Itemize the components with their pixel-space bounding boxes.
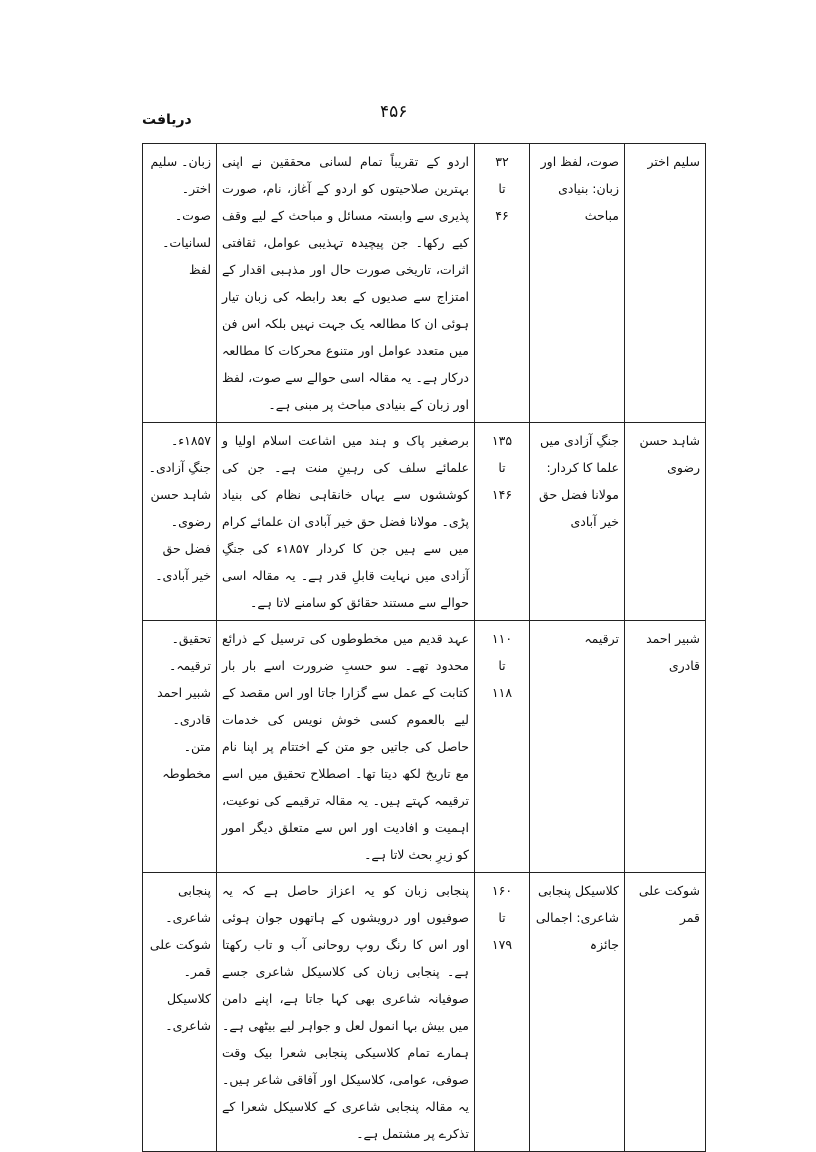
table-row (143, 423, 706, 621)
keywords-cell: تحقیق۔ ترقیمہ۔ شبیر احمد قادری۔ متن۔ مخطوطہ (143, 621, 217, 873)
pages-cell (475, 873, 530, 1152)
table-row (143, 873, 706, 1152)
page-to: ۱۴۶ (491, 487, 513, 502)
table-row (143, 621, 706, 873)
index-table (142, 143, 706, 1152)
journal-name: دریافت (142, 112, 192, 128)
page-to: ۱۷۹ (491, 937, 513, 952)
keywords-cell: ۱۸۵۷ء۔ جنگِ آزادی۔ شاہد حسن رضوی۔ فضل حق خیر آبادی۔ (143, 423, 217, 621)
page-to: ۱۱۸ (491, 685, 513, 700)
summary-cell: پنجابی زبان کو یہ اعزاز حاصل ہے کہ یہ صوفیوں اور درویشوں کے ہاتھوں جوان ہوئی اور اس کا رنگ روپ روحانی آب و تاب رکھتا ہے۔ پنجابی زبان کی کلاسیکل شاعری جسے صوفیانہ شاعری بھی کہا جاتا ہے، اپنے دامن میں بیش بہا انمول لعل و جواہر لیے بیٹھی ہے۔ ہمارے تمام کلاسیکی پنجابی شعرا بیک وقت صوفی، عوامی، کلاسیکل اور آفاقی شاعر ہیں۔ یہ مقالہ پنجابی شاعری کے کلاسیکل شعرا کے تذکرے پر مشتمل ہے۔ (217, 873, 475, 1152)
author-cell: شاہد حسن رضوی (625, 423, 706, 621)
summary-cell: اردو کے تقریباً تمام لسانی محققین نے اپنی بہترین صلاحیتوں کو اردو کے آغاز، نام، صورت پذیری سے وابستہ مسائل و مباحث کے لیے وقف کیے رکھا۔ جن پیچیدہ تہذیبی عوامل، ثقافتی اثرات، تاریخی صورت حال اور مذہبی اقدار کے امتزاج سے صدیوں کے بعد رابطہ کی زبان تیار ہوئی ان کا مطالعہ یک جہت نہیں بلکہ اس فن میں متعدد عوامل اور متنوع محرکات کا مطالعہ درکار ہے۔ یہ مقالہ اسی حوالے سے صوت، لفظ اور زبان کے بنیادی مباحث پر مبنی ہے۔ (217, 144, 475, 423)
title-cell: ترقیمہ (530, 621, 625, 873)
title-cell: صوت، لفظ اور زبان: بنیادی مباحث (530, 144, 625, 423)
author-cell: شبیر احمد قادری (625, 621, 706, 873)
page-number: ۴۵۶ (380, 102, 408, 122)
keywords-cell: زبان۔ سلیم اختر۔ صوت۔ لسانیات۔ لفظ (143, 144, 217, 423)
pages-cell (475, 423, 530, 621)
table-row (143, 144, 706, 423)
keywords-cell: پنجابی شاعری۔ شوکت علی قمر۔ کلاسیکل شاعری۔ (143, 873, 217, 1152)
page-from: ۱۱۰ (491, 631, 513, 646)
title-cell: جنگِ آزادی میں علما کا کردار: مولانا فضل حق خیر آبادی (530, 423, 625, 621)
page-sep: تا (498, 658, 506, 673)
author-cell: سلیم اختر (625, 144, 706, 423)
pages-cell (475, 144, 530, 423)
pages-cell (475, 621, 530, 873)
summary-cell: برصغیر پاک و ہند میں اشاعت اسلام اولیا و علمائے سلف کی رہینِ منت ہے۔ جن کی کوششوں سے یہاں خانقاہی نظام کی بنیاد پڑی۔ مولانا فضل حق خیر آبادی ان علمائے کرام میں سے ہیں جن کا کردار ۱۸۵۷ء کی جنگِ آزادی میں نہایت قابلِ قدر ہے۔ یہ مقالہ اسی حوالے سے مستند حقائق کو سامنے لاتا ہے۔ (217, 423, 475, 621)
summary-cell: عہد قدیم میں مخطوطوں کی ترسیل کے ذرائع محدود تھے۔ سو حسبِ ضرورت اسے بار بار کتابت کے عمل سے گزارا جاتا اور اس مقصد کے لیے بالعموم کسی خوش نویس کی خدمات حاصل کی جاتیں جو متن کے اختتام پر اپنا نام مع تاریخ لکھ دیتا تھا۔ اصطلاح تحقیق میں اسے ترقیمہ کہتے ہیں۔ یہ مقالہ ترقیمے کی نوعیت، اہمیت و افادیت اور اس سے متعلق دیگر امور کو زیرِ بحث لاتا ہے۔ (217, 621, 475, 873)
page-to: ۴۶ (495, 208, 509, 223)
page-from: ۱۳۵ (491, 433, 513, 448)
page-sep: تا (498, 181, 506, 196)
page-sep: تا (498, 910, 506, 925)
page-sep: تا (498, 460, 506, 475)
page-from: ۱۶۰ (491, 883, 513, 898)
author-cell: شوکت علی قمر (625, 873, 706, 1152)
page-from: ۳۲ (495, 154, 509, 169)
title-cell: کلاسیکل پنجابی شاعری: اجمالی جائزہ (530, 873, 625, 1152)
